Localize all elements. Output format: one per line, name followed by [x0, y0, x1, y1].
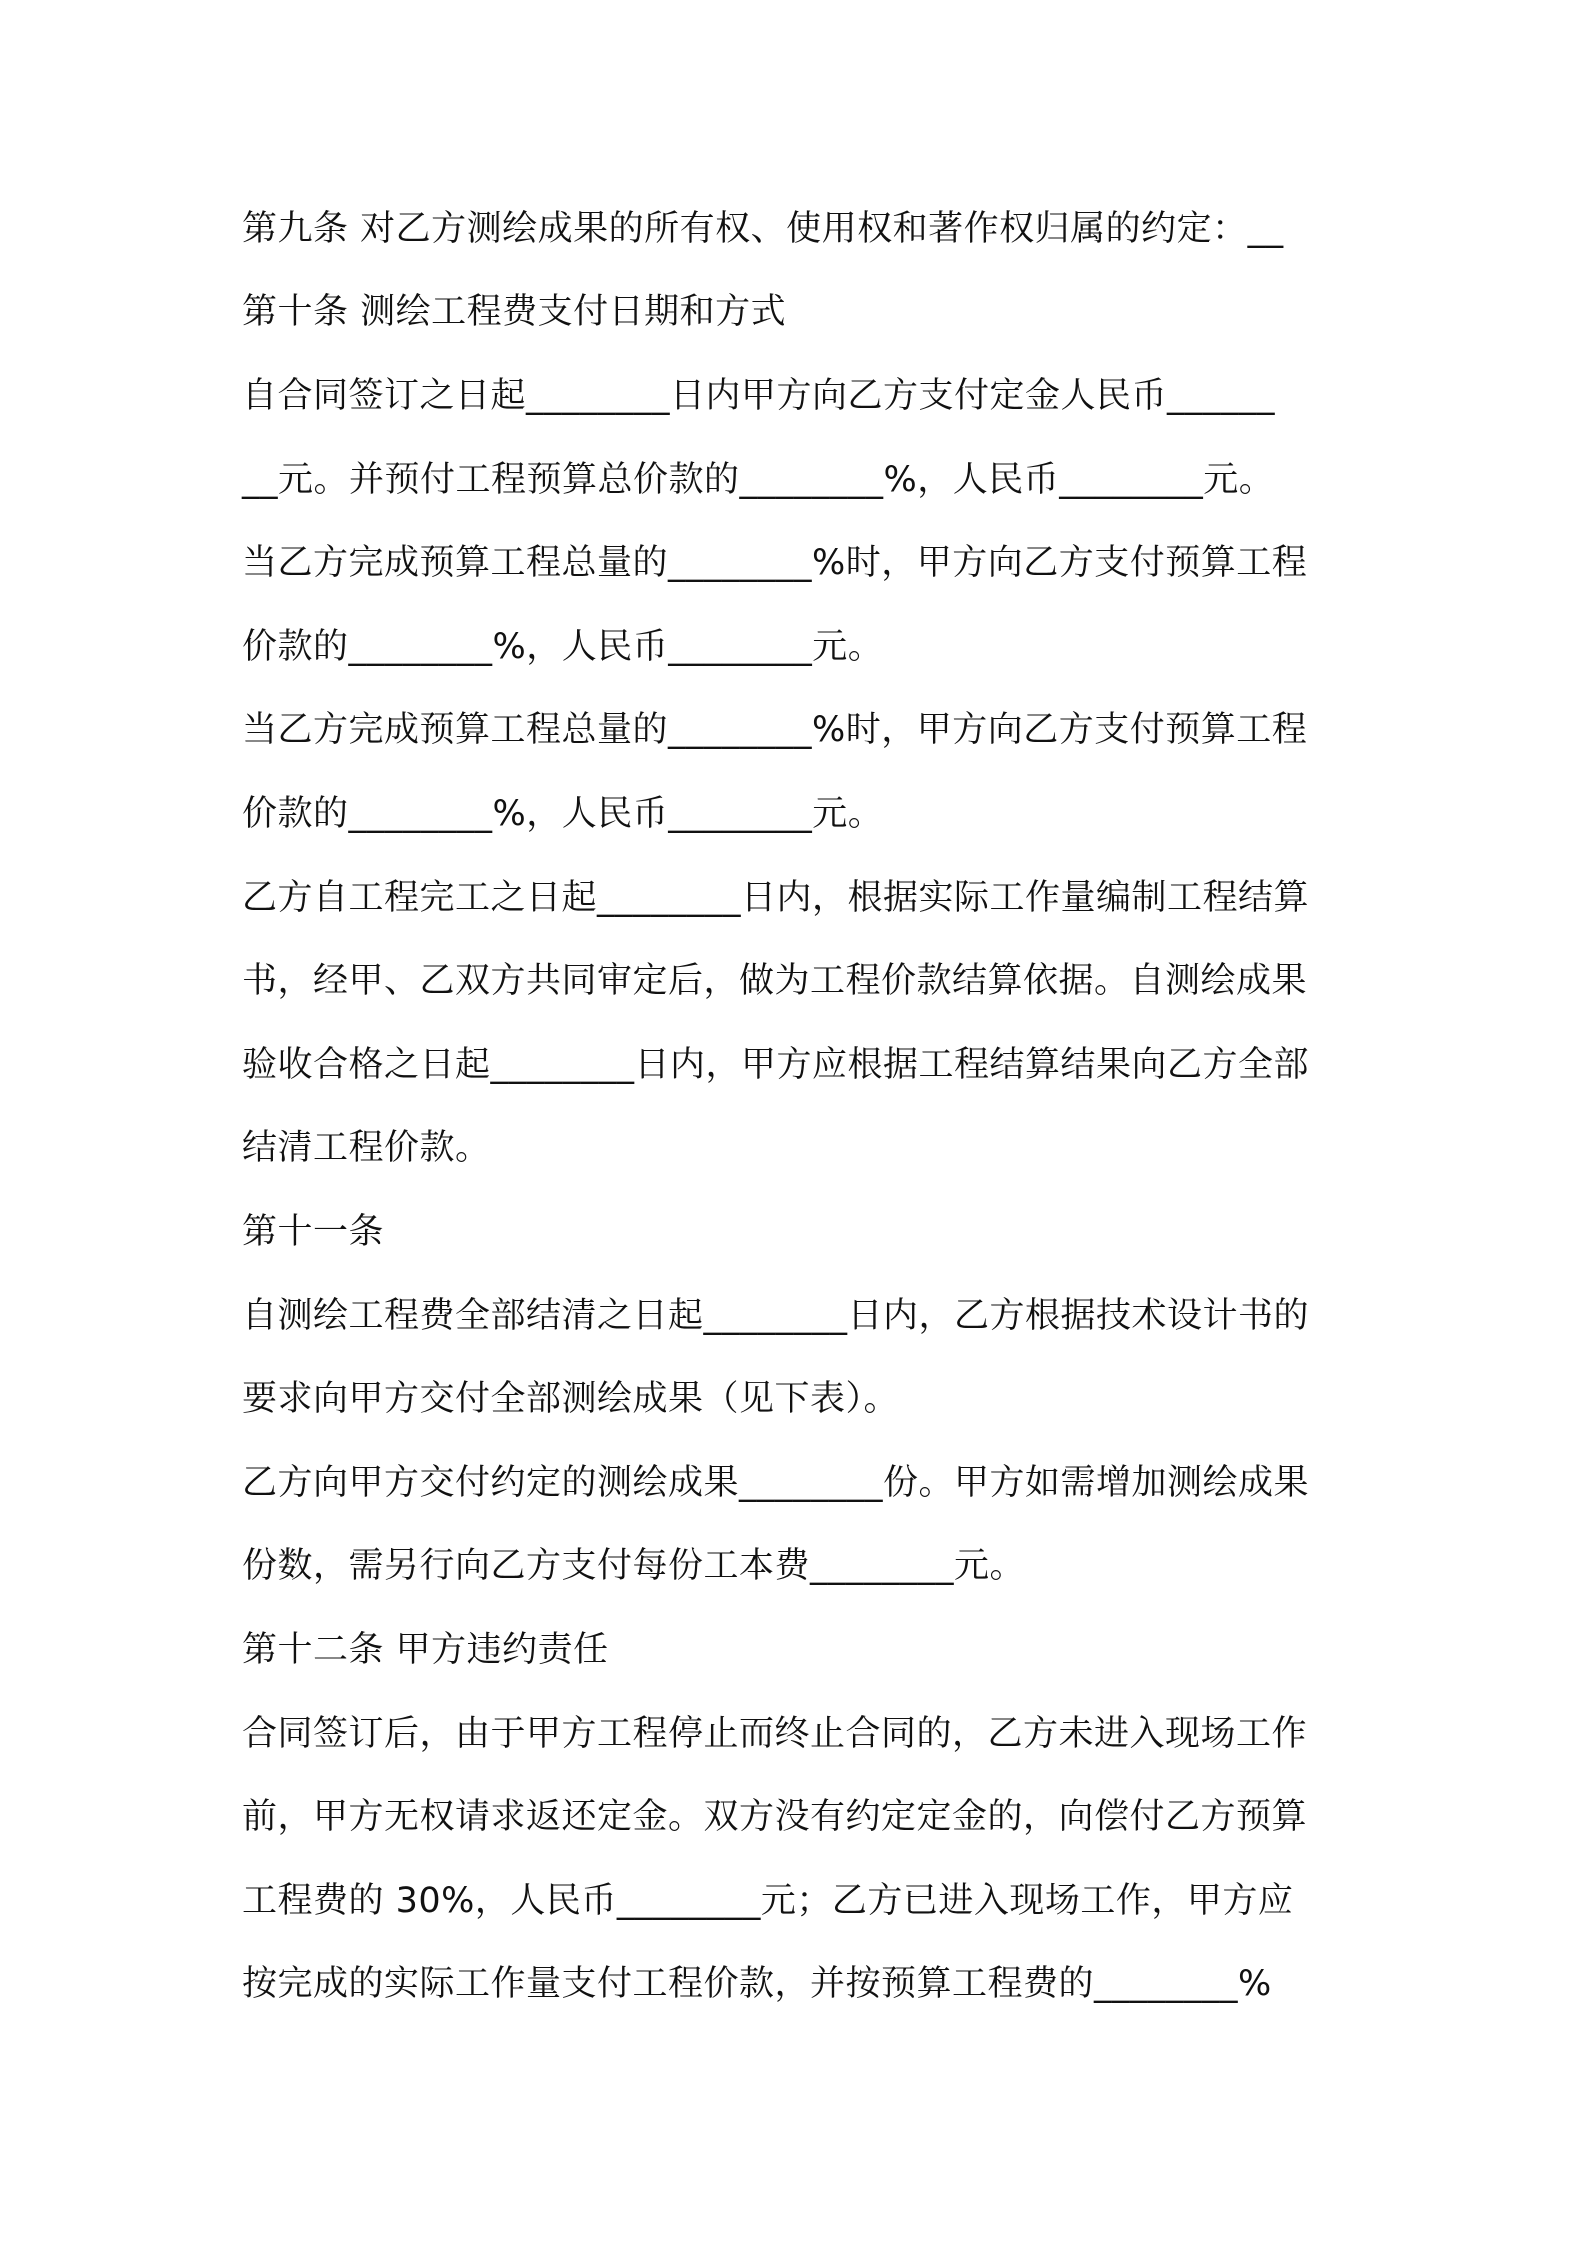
breach-line-1: 合同签订后，由于甲方工程停止而终止合同的，乙方未进入现场工作 — [242, 1714, 1308, 1754]
progress-payment-2-line-1: 当乙方完成预算工程总量的________%时，甲方向乙方支付预算工程 — [242, 710, 1308, 750]
progress-payment-1-line-1: 当乙方完成预算工程总量的________%时，甲方向乙方支付预算工程 — [242, 543, 1308, 583]
delivery-line-2: 要求向甲方交付全部测绘成果（见下表）。 — [242, 1379, 900, 1419]
deposit-line-2: __元。并预付工程预算总价款的________%，人民币________元。 — [242, 460, 1275, 500]
delivery-line-1: 自测绘工程费全部结清之日起________日内，乙方根据技术设计书的 — [242, 1296, 1310, 1336]
settlement-line-3: 验收合格之日起________日内，甲方应根据工程结算结果向乙方全部 — [242, 1045, 1310, 1085]
settlement-line-2: 书，经甲、乙双方共同审定后，做为工程价款结算依据。自测绘成果 — [242, 961, 1308, 1001]
breach-line-4: 按完成的实际工作量支付工程价款，并按预算工程费的________% — [242, 1964, 1272, 2004]
copies-line-1: 乙方向甲方交付约定的测绘成果________份。甲方如需增加测绘成果 — [242, 1463, 1310, 1503]
clause-10-heading: 第十条 测绘工程费支付日期和方式 — [242, 292, 787, 332]
deposit-line-1: 自合同签订之日起________日内甲方向乙方支付定金人民币______ — [242, 376, 1276, 416]
clause-12-heading: 第十二条 甲方违约责任 — [242, 1630, 609, 1670]
settlement-line-1: 乙方自工程完工之日起________日内，根据实际工作量编制工程结算 — [242, 878, 1310, 918]
breach-line-3: 工程费的 30%，人民币________元；乙方已进入现场工作，甲方应 — [242, 1881, 1294, 1921]
clause-11-heading: 第十一条 — [242, 1212, 385, 1252]
breach-line-2: 前，甲方无权请求返还定金。双方没有约定定金的，向偿付乙方预算 — [242, 1797, 1308, 1837]
copies-line-2: 份数，需另行向乙方支付每份工本费________元。 — [242, 1546, 1026, 1586]
progress-payment-2-line-2: 价款的________%，人民币________元。 — [242, 794, 884, 834]
progress-payment-1-line-2: 价款的________%，人民币________元。 — [242, 627, 884, 667]
clause-9-ownership: 第九条 对乙方测绘成果的所有权、使用权和著作权归属的约定：__ — [242, 209, 1284, 249]
settlement-line-4: 结清工程价款。 — [242, 1128, 491, 1168]
